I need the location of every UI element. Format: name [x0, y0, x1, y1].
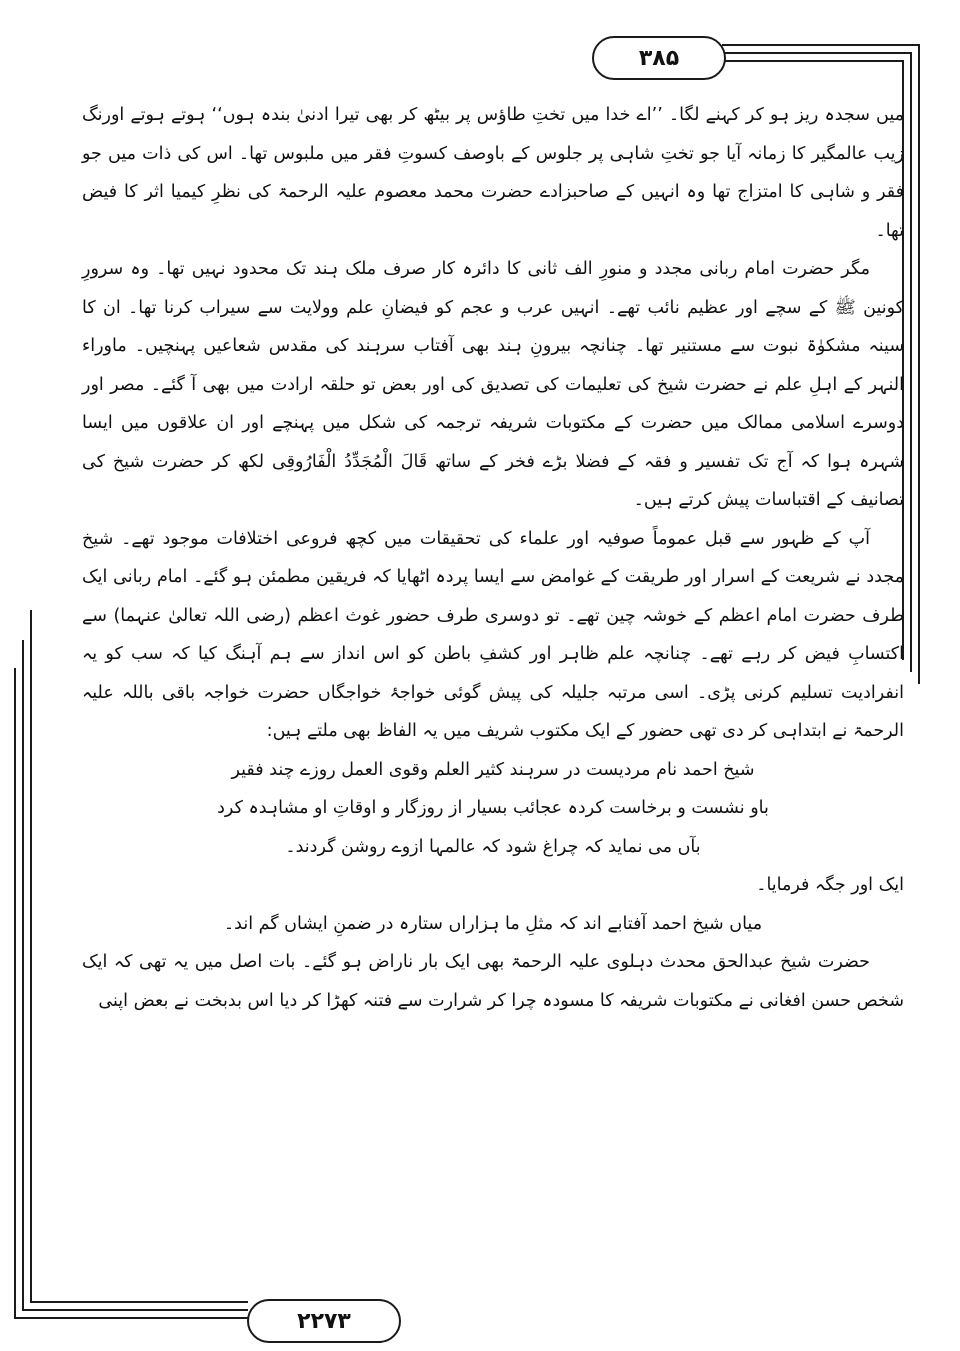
- transition-line: ایک اور جگہ فرمایا۔: [756, 875, 904, 895]
- page-number-top: ۳۸۵: [592, 36, 726, 80]
- frame-bottom-line-1: [14, 1317, 248, 1319]
- frame-right-line-1: [918, 44, 920, 684]
- verse-line-3: بآں می نماید کہ چراغ شود کہ عالمہا ازوے روشن گردند۔: [285, 836, 701, 857]
- persian-quote-block: [82, 751, 904, 867]
- frame-left-line-1: [14, 668, 16, 1319]
- frame-top-line-3: [722, 60, 904, 62]
- paragraph-3: آپ کے ظہور سے قبل عموماً صوفیہ اور علماء کی تحقیقات میں کچھ فروعی اختلافات موجود تھے۔ شیخ مجدد نے شریعت کے اسرار اور طریقت کے غوامض سے ایسا پردہ اٹھایا کہ فریقین مطمئن ہو گئے۔ امام ربانی ایک طرف حضرت امام اعظم کے خوشہ چین تھے۔ تو دوسری طرف حضور غوث اعظم (رضی اللہ تعالیٰ عنہما) سے اکتسابِ فیض کر رہے تھے۔ چنانچہ علم ظاہر اور کشفِ باطن کو اس انداز سے ہم آہنگ کیا کہ سب کو یہ انفرادیت تسلیم کرنی پڑی۔ اسی مرتبہ جلیلہ کی پیش گوئی خواجۂ خواجگاں حضرت خواجہ باقی باللہ علیہ الرحمۃ نے ابتداہی کر دی تھی حضور کے ایک مکتوب شریف میں یہ الفاظ بھی ملتے ہیں:: [82, 528, 904, 741]
- frame-left-line-3: [30, 610, 32, 1303]
- frame-bottom-line-3: [30, 1301, 248, 1303]
- final-paragraph: حضرت شیخ عبدالحق محدث دہلوی علیہ الرحمۃ بھی ایک بار ناراض ہو گئے۔ بات اصل میں یہ تھی کہ ایک شخص حسن افغانی نے مکتوبات شریفہ کا مسودہ چرا کر شرارت سے فتنہ کھڑا کر دیا اس بدبخت نے بعض اپنی: [82, 952, 904, 1011]
- paragraph-2: مگر حضرت امام ربانی مجدد و منورِ الف ثانی کا دائرہ کار صرف ملک ہند تک محدود نہیں تھا۔ وہ سرورِ کونین ﷺ کے سچے اور عظیم نائب تھے۔ انہیں عرب و عجم کو فیضانِ علم وولایت سے سیراب کرنا تھا۔ ان کا سینہ مشکوٰۃ نبوت سے مستنیر تھا۔ چنانچہ بیرونِ ہند بھی آفتاب سرہند کی مقدس شعاعیں پہنچیں۔ ماوراء النہر کے اہلِ علم نے حضرت شیخ کی تعلیمات کی تصدیق کی اور بعض تو حلقہ ارادت میں بھی آ گئے۔ مصر اور دوسرے اسلامی ممالک میں حضرت کے مکتوبات شریفہ ترجمہ کی شکل میں پہنچے اور ان علاقوں میں ایسا شہرہ ہوا کہ آج تک تفسیر و فقہ کے فضلا بڑے فخر کے ساتھ قَالَ الْمُجَدِّدُ الْفَارُوقِی لکھ کر حضرت شیخ کی تصانیف کے اقتباسات پیش کرتے ہیں۔: [82, 259, 904, 510]
- frame-left-line-2: [22, 640, 24, 1311]
- frame-top-line-2: [722, 52, 912, 54]
- frame-right-line-2: [910, 52, 912, 672]
- page-number-bottom: ۲۲۷۳: [247, 1299, 401, 1343]
- frame-top-line-1: [722, 44, 920, 46]
- paragraph-1: میں سجدہ ریز ہو کر کہنے لگا۔ ’’اے خدا میں تختِ طاؤس پر بیٹھ کر بھی تیرا ادنیٰ بندہ ہوں‘‘ ہوتے ہوتے اورنگ زیب عالمگیر کا زمانہ آیا جو تختِ شاہی پر جلوس کے باوصف کسوتِ فقر میں ملبوس تھا۔ اس کی ذات میں جو فقر و شاہی کا امتزاج تھا وہ انہیں کے صاحبزادے حضرت محمد معصوم علیہ الرحمۃ کی نظرِ کیمیا اثر کا فیض تھا۔: [82, 105, 904, 241]
- quote-line: میاں شیخ احمد آفتابے اند کہ مثلِ ما ہزاراں ستارہ در ضمنِ ایشاں گم اند۔: [223, 913, 763, 934]
- verse-line-1: شیخ احمد نام مردیست در سرہند کثیر العلم وقوی العمل روزے چند فقیر: [231, 759, 755, 780]
- verse-line-2: باو نشست و برخاست کردہ عجائب بسیار از روزگار و اوقاتِ او مشاہدہ کرد: [217, 798, 769, 818]
- frame-bottom-line-2: [22, 1309, 248, 1311]
- main-text: [82, 96, 904, 1020]
